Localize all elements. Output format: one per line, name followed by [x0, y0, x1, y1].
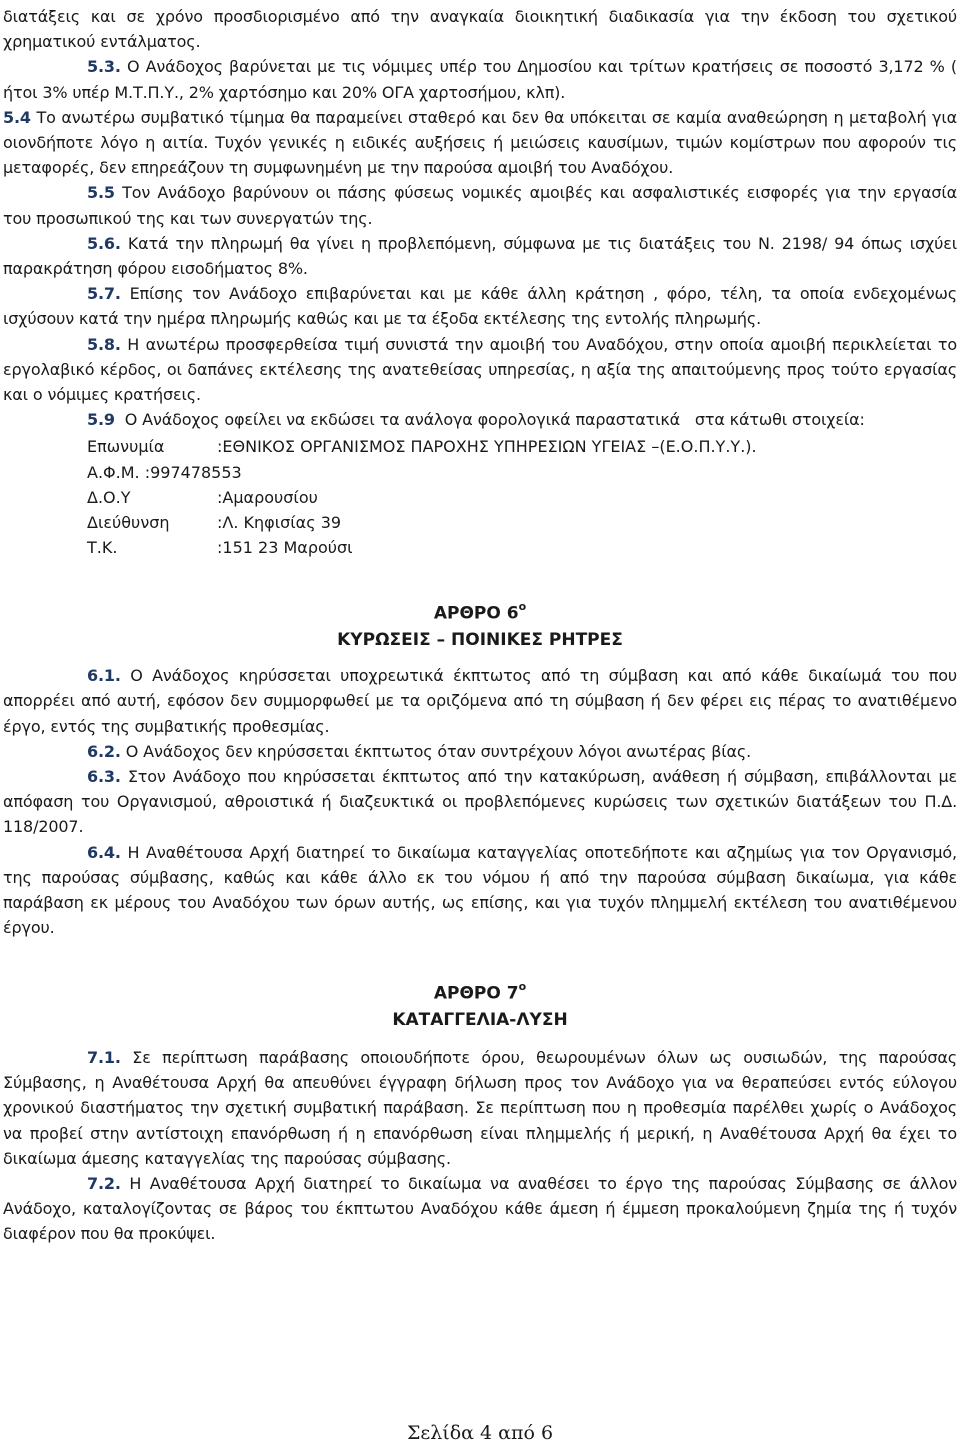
clause-7-2 — [3, 1171, 957, 1247]
article-title-text: ΑΡΘΡΟ 6 — [433, 604, 519, 625]
clause-5-3 — [3, 54, 957, 104]
info-row-afm — [3, 460, 957, 485]
info-label: Δ.Ο.Υ — [87, 487, 131, 507]
info-value: :Λ. Κηφισίας 39 — [217, 513, 342, 533]
clause-number: 5.6. — [87, 233, 121, 253]
clause-number: 5.8. — [87, 334, 121, 354]
info-row-doy — [3, 485, 957, 510]
clause-5-5 — [3, 180, 957, 230]
clause-text: Τον Ανάδοχο βαρύνουν οι πάσης φύσεως νομικές αμοιβές και ασφαλιστικές εισφορές για την εργασία του προσωπικού της και των συνεργατών της. — [3, 183, 957, 228]
article-subtitle: ΚΥΡΩΣΕΙΣ – ΠΟΙΝΙΚΕΣ ΡΗΤΡΕΣ — [337, 630, 623, 651]
clause-number: 6.1. — [87, 666, 121, 686]
clause-text: Σε περίπτωση παράβασης οποιουδήποτε όρου, θεωρουμένων όλων ως ουσιωδών, της παρούσας Σύμβασης, η Αναθέτουσα Αρχή θα απευθύνει έγγραφη δήλωση προς τον Ανάδοχο για να θεραπεύσει εντός εύλογου χρονικού διαστήματος την σχετική συμβατική παράβαση. Σε περίπτωση που η προθεσμία παρέλθει χωρίς ο Ανάδοχος να προβεί στην αντίστοιχη επανόρθωση ή η επανόρθωση είναι πλημμελής ή μερική, η Αναθέτουσα Αρχή θα έχει το δικαίωμα άμεσης καταγγελίας της παρούσας σύμβασης. — [3, 1048, 957, 1168]
paragraph-continuation: διατάξεις και σε χρόνο προσδιορισμένο από την αναγκαία διοικητική διαδικασία για την έκδοση του σχετικού χρηματικού εντάλματος. — [3, 7, 957, 52]
info-row-address — [3, 510, 957, 535]
clause-text: Η Αναθέτουσα Αρχή διατηρεί το δικαίωμα καταγγελίας οποτεδήποτε και αζημίως για τον Οργανισμό, της παρούσας σύμβασης, καθώς και κάθε άλλο εκ του νόμου ή από την παρούσα σύμβαση δικαίωμα, για κάθε παράβαση εκ μέρους του Αναδόχου των όρων αυτής, ως επίσης, και για τυχόν πλημμελή εκτέλεση του ανατιθέμενου έργου. — [3, 842, 957, 938]
article-title — [3, 596, 957, 627]
clause-6-3 — [3, 764, 957, 840]
clause-text: Ο Ανάδοχος κηρύσσεται υποχρεωτικά έκπτωτος από τη σύμβαση και από κάθε δικαίωμά του που απορρέει από αυτή, εφόσον δεν συμμορφωθεί με τα οριζόμενα από τη σύμβαση ή δεν φέρει εις πέρας το ανατιθέμενο έργο, εντός της συμβατικής προθεσμίας. — [3, 666, 957, 736]
info-value: Α.Φ.Μ. :997478553 — [87, 462, 242, 482]
info-label: Διεύθυνση — [87, 513, 170, 533]
info-label: Επωνυμία — [87, 437, 165, 457]
clause-number: 6.4. — [87, 842, 121, 862]
clause-text: Η ανωτέρω προσφερθείσα τιμή συνιστά την αμοιβή του Αναδόχου, στην οποία αμοιβή περικλείεται το εργολαβικό κέρδος, οι δαπάνες εκτέλεσης της ανατεθείσας υπηρεσίας, η αξία της απαιτούμενης προς τούτο εργασίας και ο νόμιμες κρατήσεις. — [3, 334, 957, 405]
clause-6-1 — [3, 663, 957, 739]
clause-text: Επίσης τον Ανάδοχο επιβαρύνεται και με κάθε άλλη κράτηση , φόρο, τέλη, τα οποία ενδεχομένως ισχύσουν κατά την ημέρα πληρωμής καθώς και με τα έξοδα εκτέλεσης της εντολής πληρωμής. — [3, 284, 957, 329]
info-label: Τ.Κ. — [87, 538, 118, 558]
billing-details — [3, 434, 957, 560]
article-title-text: ΑΡΘΡΟ 7 — [433, 984, 519, 1005]
clause-text: Στον Ανάδοχο που κηρύσσεται έκπτωτος από την κατακύρωση, ανάθεση ή σύμβαση, επιβάλλονται με απόφαση του Οργανισμού, αθροιστικά ή διαζευκτικά οι προβλεπόμενες κυρώσεις των σχετικών διατάξεων του Π.Δ. 118/2007. — [3, 766, 957, 837]
clause-text: Ο Ανάδοχος βαρύνεται με τις νόμιμες υπέρ του Δημοσίου και τρίτων κρατήσεις σε ποσοστό 3,172 % ( ήτοι 3% υπέρ Μ.Τ.Π.Υ., 2% χαρτόσημο και 20% ΟΓΑ χαρτοσήμου, κλπ). — [3, 57, 957, 102]
clause-number: 5.3. — [87, 57, 121, 77]
clause-number: 7.1. — [87, 1048, 121, 1068]
page-footer: Σελίδα 4 από 6 — [406, 1422, 554, 1444]
clause-text: Κατά την πληρωμή θα γίνει η προβλεπόμενη, σύμφωνα με τις διατάξεις του Ν. 2198/ 94 όπως ισχύει παρακράτηση φόρου εισοδήματος 8%. — [3, 233, 957, 279]
clause-text: Το ανωτέρω συμβατικό τίμημα θα παραμείνει σταθερό και δεν θα υπόκειται σε καμία αναθεώρηση η μεταβολή για οιονδήποτε λόγο η αιτία. Τυχόν γενικές η ειδικές αυξήσεις ή μειώσεις καυσίμων, τιμών κομίστρων που αφορούν τις μεταφορές, δεν επηρεάζουν τη συμφωνημένη με την παρούσα αμοιβή του Αναδόχου. — [3, 107, 957, 178]
info-row-name — [3, 434, 957, 459]
article-title — [3, 976, 957, 1007]
clause-5-4 — [3, 105, 957, 181]
article-subtitle: ΚΑΤΑΓΓΕΛΙΑ-ΛΥΣΗ — [392, 1010, 568, 1031]
clause-text: Ο Ανάδοχος οφείλει να εκδώσει τα ανάλογα φορολογικά παραστατικά στα κάτωθι στοιχεία: — [114, 410, 865, 430]
info-value: :151 23 Μαρούσι — [217, 538, 353, 558]
article-6-heading — [3, 596, 957, 653]
clause-5-7 — [3, 281, 957, 331]
article-ordinal: ο — [518, 980, 527, 994]
clause-5-6 — [3, 231, 957, 281]
article-7-heading — [3, 976, 957, 1033]
info-row-postcode — [3, 535, 957, 560]
clause-5-8 — [3, 332, 957, 408]
info-value: :ΕΘΝΙΚΟΣ ΟΡΓΑΝΙΣΜΟΣ ΠΑΡΟΧΗΣ ΥΠΗΡΕΣΙΩΝ ΥΓΕΙΑΣ –(Ε.Ο.Π.Υ.Υ.). — [217, 437, 757, 457]
article-ordinal: ο — [518, 600, 527, 614]
clause-6-4 — [3, 840, 957, 941]
clause-7-1 — [3, 1045, 957, 1171]
clause-5-9 — [3, 407, 957, 432]
clause-number: 6.2. — [87, 741, 121, 761]
clause-text: Η Αναθέτουσα Αρχή διατηρεί το δικαίωμα να αναθέσει το έργο της παρούσας Σύμβασης σε άλλον Ανάδοχο, καταλογίζοντας σε βάρος του έκπτωτου Αναδόχου κάθε άμεση ή έμμεση προκαλούμενη ζημία της ή τυχόν διαφέρον που θα προκύψει. — [3, 1174, 957, 1244]
clause-6-2 — [3, 739, 957, 764]
clause-number: 5.4 — [3, 107, 31, 127]
clause-number: 5.9 — [87, 410, 115, 430]
clause-number: 5.5 — [87, 183, 115, 203]
clause-number: 5.7. — [87, 284, 121, 304]
clause-number: 6.3. — [87, 766, 121, 786]
info-value: :Αμαρουσίου — [217, 487, 318, 507]
clause-text: Ο Ανάδοχος δεν κηρύσσεται έκπτωτος όταν συντρέχουν λόγοι ανωτέρας βίας. — [120, 741, 752, 761]
clause-number: 7.2. — [87, 1174, 121, 1194]
